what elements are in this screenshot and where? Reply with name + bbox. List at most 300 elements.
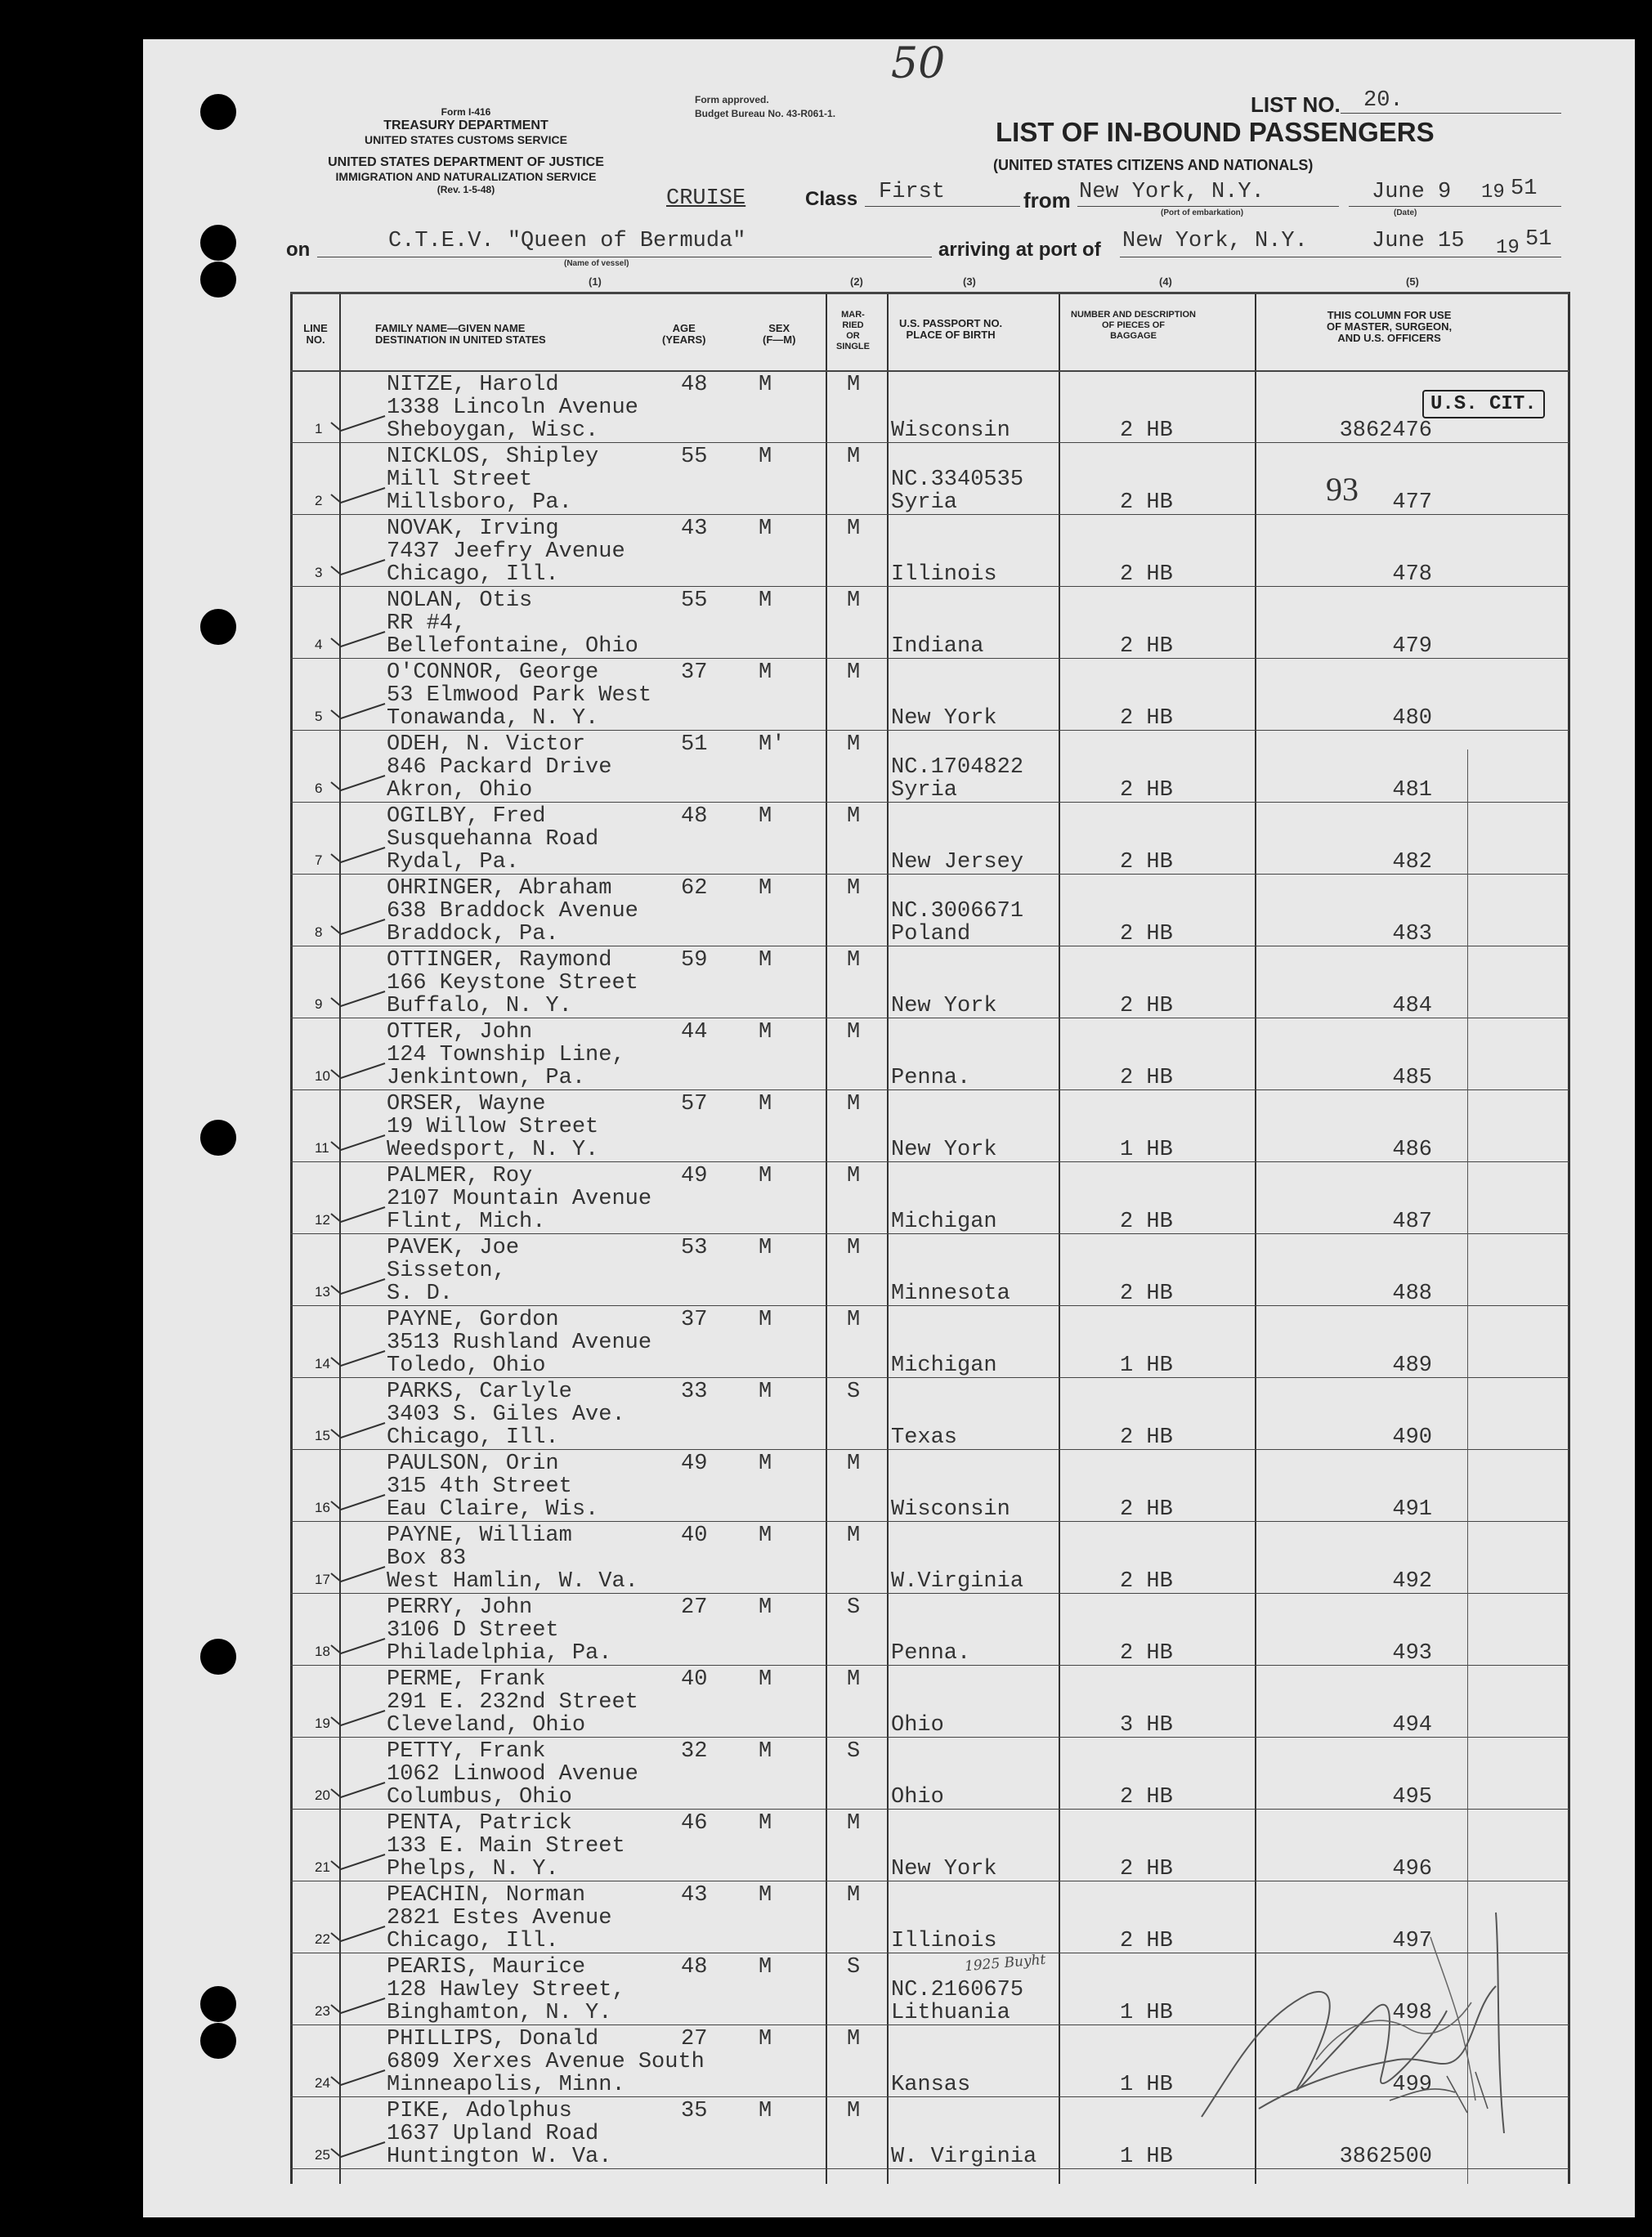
passenger-sex: M bbox=[759, 1883, 772, 1908]
baggage: 2 HB bbox=[1120, 1785, 1173, 1810]
check-mark-icon bbox=[329, 2141, 387, 2160]
table-row bbox=[290, 1451, 1569, 1523]
customs-service: UNITED STATES CUSTOMS SERVICE bbox=[365, 133, 567, 146]
passenger-age: 48 bbox=[681, 373, 708, 397]
passenger-age: 44 bbox=[681, 1020, 708, 1045]
passenger-sex: M bbox=[759, 1811, 772, 1836]
table-row bbox=[290, 1738, 1569, 1810]
place-of-birth: New York bbox=[891, 994, 997, 1018]
justice-department: UNITED STATES DEPARTMENT OF JUSTICE bbox=[328, 155, 604, 169]
line-number: 10 bbox=[315, 1068, 330, 1084]
baggage: 3 HB bbox=[1120, 1713, 1173, 1738]
address-city: Buffalo, N. Y. bbox=[387, 994, 572, 1018]
passenger-sex: M' bbox=[759, 732, 786, 757]
passenger-sex: M bbox=[759, 588, 772, 613]
line-number: 23 bbox=[315, 2003, 330, 2019]
officer-entry: 487 bbox=[1392, 1210, 1432, 1234]
officer-entry: 499 bbox=[1392, 2073, 1432, 2097]
address-city: Binghamton, N. Y. bbox=[387, 2001, 612, 2025]
address-city: Columbus, Ohio bbox=[387, 1785, 572, 1810]
table-row bbox=[290, 875, 1569, 947]
place-of-birth: New York bbox=[891, 1138, 997, 1162]
passenger-age: 48 bbox=[681, 1955, 708, 1980]
col-header-baggage: NUMBER AND DESCRIPTION OF PIECES OF BAGGAGE bbox=[1071, 310, 1196, 341]
address-city: Chicago, Ill. bbox=[387, 562, 559, 587]
passenger-age: 35 bbox=[681, 2099, 708, 2123]
line-number: 18 bbox=[315, 1644, 330, 1659]
check-mark-icon bbox=[329, 1925, 387, 1944]
from-label: from bbox=[1023, 188, 1071, 213]
baggage: 1 HB bbox=[1120, 2073, 1173, 2097]
officer-entry: 497 bbox=[1392, 1929, 1432, 1953]
check-mark-icon bbox=[329, 1206, 387, 1225]
check-mark-icon bbox=[329, 918, 387, 937]
passenger-name: NICKLOS, Shipley bbox=[387, 445, 599, 469]
officer-entry: 3862500 bbox=[1339, 2145, 1432, 2169]
address-city: Toledo, Ohio bbox=[387, 1353, 546, 1378]
check-mark-icon bbox=[329, 1709, 387, 1729]
passenger-sex: M bbox=[759, 1164, 772, 1188]
address-city: Eau Claire, Wis. bbox=[387, 1497, 599, 1522]
marital-status: M bbox=[847, 1236, 861, 1260]
marital-status: M bbox=[847, 1308, 861, 1332]
place-of-birth: Michigan bbox=[891, 1353, 997, 1378]
table-row bbox=[290, 516, 1569, 588]
list-number: 20. bbox=[1363, 88, 1404, 113]
officer-entry: 486 bbox=[1392, 1138, 1432, 1162]
line-number: 15 bbox=[315, 1428, 330, 1443]
address-city: Minneapolis, Minn. bbox=[387, 2073, 625, 2097]
passenger-name: OTTINGER, Raymond bbox=[387, 948, 612, 973]
date-label: (Date) bbox=[1394, 208, 1417, 217]
passenger-sex: M bbox=[759, 1308, 772, 1332]
line-number: 21 bbox=[315, 1859, 330, 1875]
baggage: 2 HB bbox=[1120, 850, 1173, 875]
officer-entry: 496 bbox=[1392, 1857, 1432, 1881]
check-mark-icon bbox=[329, 1781, 387, 1801]
line-number: 22 bbox=[315, 1931, 330, 1947]
colnum-2: (2) bbox=[850, 275, 863, 288]
baggage: 1 HB bbox=[1120, 2001, 1173, 2025]
form-approved: Form approved. bbox=[695, 94, 769, 105]
passenger-sex: M bbox=[759, 660, 772, 685]
class-label: Class bbox=[805, 188, 858, 210]
birth-annotation: 1925 Buyht bbox=[964, 1951, 1047, 1975]
address-street: 3106 D Street bbox=[387, 1618, 559, 1643]
address-street: 166 Keystone Street bbox=[387, 971, 638, 995]
address-city: Cleveland, Ohio bbox=[387, 1713, 586, 1738]
passenger-age: 27 bbox=[681, 1595, 708, 1620]
baggage: 1 HB bbox=[1120, 2145, 1173, 2169]
line-number: 14 bbox=[315, 1356, 330, 1371]
manifest-subtitle: (UNITED STATES CITIZENS AND NATIONALS) bbox=[993, 157, 1314, 173]
passenger-age: 33 bbox=[681, 1380, 708, 1404]
marital-status: S bbox=[847, 1955, 861, 1980]
marital-status: M bbox=[847, 1020, 861, 1045]
address-city: Huntington W. Va. bbox=[387, 2145, 612, 2169]
check-mark-icon bbox=[329, 1062, 387, 1081]
agency-block bbox=[286, 106, 646, 195]
passenger-name: PAYNE, Gordon bbox=[387, 1308, 559, 1332]
place-of-birth: Penna. bbox=[891, 1066, 971, 1090]
arrive-date: June 15 bbox=[1372, 229, 1465, 253]
address-city: Tonawanda, N. Y. bbox=[387, 706, 599, 731]
passenger-sex: M bbox=[759, 1020, 772, 1045]
col-header-sex: SEX (F—M) bbox=[763, 322, 796, 346]
marital-status: M bbox=[847, 1883, 861, 1908]
passport-number: NC.3006671 bbox=[891, 899, 1024, 924]
address-street: 1637 Upland Road bbox=[387, 2122, 599, 2146]
place-of-birth: Syria bbox=[891, 490, 958, 515]
passenger-sex: M bbox=[759, 876, 772, 901]
passenger-age: 48 bbox=[681, 804, 708, 829]
address-street: 128 Hawley Street, bbox=[387, 1978, 625, 2002]
passenger-name: PEARIS, Maurice bbox=[387, 1955, 586, 1980]
annotation-93: 93 bbox=[1326, 471, 1359, 508]
passenger-sex: M bbox=[759, 445, 772, 469]
passenger-sex: M bbox=[759, 2027, 772, 2051]
check-mark-icon bbox=[329, 1853, 387, 1872]
place-of-birth: Syria bbox=[891, 778, 958, 803]
passenger-name: OTTER, John bbox=[387, 1020, 533, 1045]
passenger-name: ORSER, Wayne bbox=[387, 1092, 546, 1116]
passenger-sex: M bbox=[759, 1236, 772, 1260]
line-number: 3 bbox=[315, 565, 323, 580]
line-number: 9 bbox=[315, 996, 323, 1012]
baggage: 2 HB bbox=[1120, 778, 1173, 803]
officer-entry: 489 bbox=[1392, 1353, 1432, 1378]
address-street: 846 Packard Drive bbox=[387, 755, 612, 780]
passenger-sex: M bbox=[759, 517, 772, 541]
passenger-name: OHRINGER, Abraham bbox=[387, 876, 612, 901]
address-city: Phelps, N. Y. bbox=[387, 1857, 559, 1881]
passenger-name: NOVAK, Irving bbox=[387, 517, 559, 541]
officer-entry: 490 bbox=[1392, 1425, 1432, 1450]
address-city: Chicago, Ill. bbox=[387, 1425, 559, 1450]
col-header-name: FAMILY NAME—GIVEN NAME DESTINATION IN UNITED STATES bbox=[375, 322, 546, 346]
depart-date: June 9 bbox=[1372, 180, 1452, 204]
from-value: New York, N.Y. bbox=[1079, 180, 1265, 204]
baggage: 2 HB bbox=[1120, 490, 1173, 515]
passenger-name: PENTA, Patrick bbox=[387, 1811, 572, 1836]
passenger-sex: M bbox=[759, 948, 772, 973]
passenger-sex: M bbox=[759, 1523, 772, 1548]
line-number: 20 bbox=[315, 1787, 330, 1803]
place-of-birth: W.Virginia bbox=[891, 1569, 1024, 1594]
officer-entry: 481 bbox=[1392, 778, 1432, 803]
address-street: 638 Braddock Avenue bbox=[387, 899, 638, 924]
place-of-birth: Penna. bbox=[891, 1641, 971, 1666]
table-row bbox=[290, 803, 1569, 875]
sheet-number: 50 bbox=[891, 39, 946, 88]
form-number: Form I-416 bbox=[441, 106, 491, 118]
vessel-name: C.T.E.V. "Queen of Bermuda" bbox=[388, 229, 746, 253]
officer-entry: 495 bbox=[1392, 1785, 1432, 1810]
place-of-birth: Ohio bbox=[891, 1785, 944, 1810]
table-row bbox=[290, 1379, 1569, 1451]
line-number: 7 bbox=[315, 852, 323, 868]
baggage: 2 HB bbox=[1120, 634, 1173, 659]
check-mark-icon bbox=[329, 846, 387, 866]
passenger-sex: M bbox=[759, 1595, 772, 1620]
officer-entry: 478 bbox=[1392, 562, 1432, 587]
place-of-birth: Poland bbox=[891, 922, 971, 946]
col-header-passport: U.S. PASSPORT NO. PLACE OF BIRTH bbox=[899, 317, 1003, 341]
baggage: 2 HB bbox=[1120, 1425, 1173, 1450]
baggage: 2 HB bbox=[1120, 706, 1173, 731]
arrive-year-prefix: 19 bbox=[1496, 237, 1520, 259]
officer-entry: 491 bbox=[1392, 1497, 1432, 1522]
check-mark-icon bbox=[329, 558, 387, 578]
table-row bbox=[290, 1019, 1569, 1091]
marital-status: M bbox=[847, 804, 861, 829]
table-row bbox=[290, 372, 1569, 444]
baggage: 2 HB bbox=[1120, 562, 1173, 587]
marital-status: S bbox=[847, 1380, 861, 1404]
check-mark-icon bbox=[329, 630, 387, 650]
address-city: Jenkintown, Pa. bbox=[387, 1066, 586, 1090]
check-mark-icon bbox=[329, 1637, 387, 1657]
table-row bbox=[290, 731, 1569, 803]
arriving-label: arriving at port of bbox=[938, 239, 1101, 261]
passenger-age: 27 bbox=[681, 2027, 708, 2051]
marital-status: M bbox=[847, 2027, 861, 2051]
place-of-birth: New York bbox=[891, 1857, 997, 1881]
passenger-age: 53 bbox=[681, 1236, 708, 1260]
binder-hole bbox=[200, 1986, 236, 2022]
passenger-age: 51 bbox=[681, 732, 708, 757]
us-citizen-stamp: U.S. CIT. bbox=[1422, 390, 1545, 418]
place-of-birth: Minnesota bbox=[891, 1282, 1010, 1306]
colnum-5: (5) bbox=[1406, 275, 1419, 288]
address-city: Philadelphia, Pa. bbox=[387, 1641, 612, 1666]
depart-year-prefix: 19 bbox=[1481, 181, 1505, 204]
officer-entry: 482 bbox=[1392, 850, 1432, 875]
check-mark-icon bbox=[329, 414, 387, 434]
check-mark-icon bbox=[329, 2069, 387, 2088]
address-city: Millsboro, Pa. bbox=[387, 490, 572, 515]
depart-year: 51 bbox=[1511, 177, 1538, 201]
place-of-birth: Wisconsin bbox=[891, 1497, 1010, 1522]
officer-entry: 493 bbox=[1392, 1641, 1432, 1666]
marital-status: M bbox=[847, 1452, 861, 1476]
baggage: 2 HB bbox=[1120, 1857, 1173, 1881]
baggage: 2 HB bbox=[1120, 1210, 1173, 1234]
passenger-age: 37 bbox=[681, 1308, 708, 1332]
marital-status: S bbox=[847, 1595, 861, 1620]
binder-hole bbox=[200, 609, 236, 645]
binder-hole bbox=[200, 1120, 236, 1156]
table-row bbox=[290, 660, 1569, 731]
check-mark-icon bbox=[329, 702, 387, 722]
place-of-birth: Indiana bbox=[891, 634, 984, 659]
baggage: 2 HB bbox=[1120, 1929, 1173, 1953]
table-row bbox=[290, 1523, 1569, 1595]
officer-entry: 492 bbox=[1392, 1569, 1432, 1594]
line-number: 19 bbox=[315, 1716, 330, 1731]
passenger-name: PIKE, Adolphus bbox=[387, 2099, 572, 2123]
colnum-3: (3) bbox=[963, 275, 976, 288]
passenger-name: NITZE, Harold bbox=[387, 373, 559, 397]
passenger-age: 46 bbox=[681, 1811, 708, 1836]
address-street: Sisseton, bbox=[387, 1259, 506, 1283]
line-number: 17 bbox=[315, 1572, 330, 1587]
place-of-birth: New Jersey bbox=[891, 850, 1024, 875]
address-street: 124 Township Line, bbox=[387, 1043, 625, 1067]
passenger-age: 37 bbox=[681, 660, 708, 685]
binder-hole bbox=[200, 2023, 236, 2059]
officer-entry: 494 bbox=[1392, 1713, 1432, 1738]
passenger-age: 55 bbox=[681, 445, 708, 469]
baggage: 1 HB bbox=[1120, 1138, 1173, 1162]
passenger-age: 62 bbox=[681, 876, 708, 901]
address-street: RR #4, bbox=[387, 611, 467, 636]
baggage: 2 HB bbox=[1120, 1569, 1173, 1594]
marital-status: M bbox=[847, 1523, 861, 1548]
address-street: 7437 Jeefry Avenue bbox=[387, 539, 625, 564]
passport-number: NC.3340535 bbox=[891, 468, 1024, 492]
passenger-name: NOLAN, Otis bbox=[387, 588, 533, 613]
check-mark-icon bbox=[329, 1421, 387, 1441]
address-street: 19 Willow Street bbox=[387, 1115, 599, 1139]
cruise-label: CRUISE bbox=[666, 186, 746, 211]
passenger-name: PAYNE, William bbox=[387, 1523, 572, 1548]
passenger-age: 59 bbox=[681, 948, 708, 973]
address-city: Sheboygan, Wisc. bbox=[387, 418, 599, 443]
passenger-age: 49 bbox=[681, 1164, 708, 1188]
officer-entry: 498 bbox=[1392, 2001, 1432, 2025]
passport-number: NC.2160675 bbox=[891, 1978, 1024, 2002]
passenger-age: 49 bbox=[681, 1452, 708, 1476]
manifest-title: LIST OF IN-BOUND PASSENGERS bbox=[996, 117, 1435, 147]
officer-entry: 485 bbox=[1392, 1066, 1432, 1090]
place-of-birth: Texas bbox=[891, 1425, 958, 1450]
baggage: 2 HB bbox=[1120, 922, 1173, 946]
check-mark-icon bbox=[329, 774, 387, 794]
address-street: Mill Street bbox=[387, 468, 533, 492]
marital-status: M bbox=[847, 1164, 861, 1188]
baggage: 2 HB bbox=[1120, 418, 1173, 443]
check-mark-icon bbox=[329, 486, 387, 506]
passenger-name: ODEH, N. Victor bbox=[387, 732, 586, 757]
check-mark-icon bbox=[329, 1134, 387, 1153]
line-number: 1 bbox=[315, 421, 323, 436]
passenger-age: 40 bbox=[681, 1667, 708, 1692]
baggage: 2 HB bbox=[1120, 1497, 1173, 1522]
budget-bureau: Budget Bureau No. 43-R061-1. bbox=[695, 108, 836, 119]
passenger-sex: M bbox=[759, 1092, 772, 1116]
address-city: Bellefontaine, Ohio bbox=[387, 634, 638, 659]
list-no-line bbox=[1341, 113, 1561, 114]
place-of-birth: Kansas bbox=[891, 2073, 971, 2097]
place-of-birth: Illinois bbox=[891, 562, 997, 587]
line-number: 13 bbox=[315, 1284, 330, 1300]
line-number: 6 bbox=[315, 781, 323, 796]
officer-entry: 479 bbox=[1392, 634, 1432, 659]
address-city: Weedsport, N. Y. bbox=[387, 1138, 599, 1162]
colnum-4: (4) bbox=[1159, 275, 1172, 288]
passenger-sex: M bbox=[759, 1739, 772, 1764]
treasury-department: TREASURY DEPARTMENT bbox=[383, 119, 548, 132]
colnum-1: (1) bbox=[589, 275, 602, 288]
passenger-age: 57 bbox=[681, 1092, 708, 1116]
passenger-age: 55 bbox=[681, 588, 708, 613]
address-city: Rydal, Pa. bbox=[387, 850, 520, 875]
marital-status: M bbox=[847, 517, 861, 541]
passenger-sex: M bbox=[759, 373, 772, 397]
check-mark-icon bbox=[329, 1997, 387, 2016]
baggage: 1 HB bbox=[1120, 1353, 1173, 1378]
from-line bbox=[1077, 206, 1339, 207]
address-street: 53 Elmwood Park West bbox=[387, 683, 652, 708]
table-row bbox=[290, 1163, 1569, 1235]
passenger-name: PARKS, Carlyle bbox=[387, 1380, 572, 1404]
address-street: 3513 Rushland Avenue bbox=[387, 1331, 652, 1355]
col-header-officers: THIS COLUMN FOR USE OF MASTER, SURGEON, AND U.S. OFFICERS bbox=[1327, 309, 1453, 344]
passenger-name: O'CONNOR, George bbox=[387, 660, 599, 685]
line-number: 25 bbox=[315, 2147, 330, 2163]
list-no-label: LIST NO. bbox=[1251, 92, 1341, 117]
address-street: 133 E. Main Street bbox=[387, 1834, 625, 1859]
passenger-name: PERRY, John bbox=[387, 1595, 533, 1620]
binder-hole bbox=[200, 94, 236, 130]
arrive-year: 51 bbox=[1525, 227, 1552, 252]
passenger-age: 43 bbox=[681, 517, 708, 541]
marital-status: M bbox=[847, 660, 861, 685]
on-label: on bbox=[286, 239, 311, 261]
place-of-birth: Illinois bbox=[891, 1929, 997, 1953]
address-street: 2821 Estes Avenue bbox=[387, 1906, 612, 1931]
passenger-name: PAVEK, Joe bbox=[387, 1236, 520, 1260]
table-row bbox=[290, 588, 1569, 660]
table-row bbox=[290, 1595, 1569, 1667]
address-city: Akron, Ohio bbox=[387, 778, 533, 803]
marital-status: M bbox=[847, 445, 861, 469]
passenger-name: PETTY, Frank bbox=[387, 1739, 546, 1764]
officer-entry: 484 bbox=[1392, 994, 1432, 1018]
class-line bbox=[865, 206, 1020, 207]
line-number: 5 bbox=[315, 709, 323, 724]
officer-entry: 480 bbox=[1392, 706, 1432, 731]
depart-date-line bbox=[1349, 206, 1561, 207]
check-mark-icon bbox=[329, 990, 387, 1009]
place-of-birth: Wisconsin bbox=[891, 418, 1010, 443]
binder-hole bbox=[200, 225, 236, 261]
check-mark-icon bbox=[329, 1493, 387, 1513]
line-number: 8 bbox=[315, 924, 323, 940]
col-header-line: LINE NO. bbox=[303, 322, 328, 346]
vessel-label: (Name of vessel) bbox=[564, 259, 629, 268]
address-city: Chicago, Ill. bbox=[387, 1929, 559, 1953]
address-street: 1338 Lincoln Avenue bbox=[387, 396, 638, 420]
line-number: 16 bbox=[315, 1500, 330, 1515]
officer-entry: 3862476 bbox=[1339, 418, 1432, 443]
passenger-name: PERME, Frank bbox=[387, 1667, 546, 1692]
revision: (Rev. 1-5-48) bbox=[437, 184, 495, 195]
marital-status: M bbox=[847, 2099, 861, 2123]
place-of-birth: New York bbox=[891, 706, 997, 731]
baggage: 2 HB bbox=[1120, 994, 1173, 1018]
place-of-birth: Michigan bbox=[891, 1210, 997, 1234]
line-number: 24 bbox=[315, 2075, 330, 2091]
col-header-married: MAR- RIED OR SINGLE bbox=[836, 310, 870, 351]
place-of-birth: Lithuania bbox=[891, 2001, 1010, 2025]
address-street: 1062 Linwood Avenue bbox=[387, 1762, 638, 1787]
passenger-name: PHILLIPS, Donald bbox=[387, 2027, 599, 2051]
address-street: 291 E. 232nd Street bbox=[387, 1690, 638, 1715]
table-row bbox=[290, 1810, 1569, 1882]
passenger-sex: M bbox=[759, 1452, 772, 1476]
